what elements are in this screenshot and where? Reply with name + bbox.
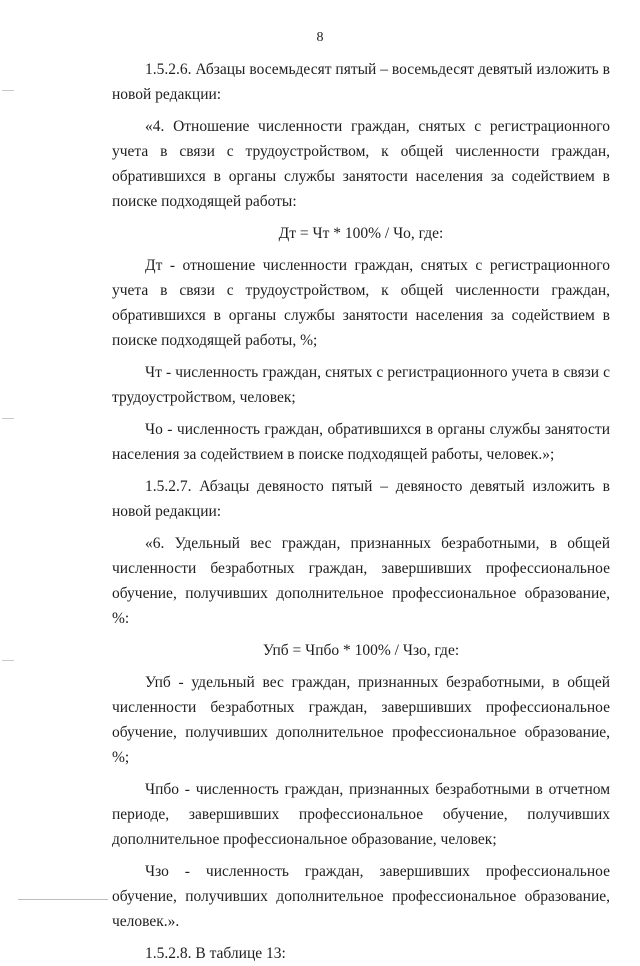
paragraph-1-5-2-8: 1.5.2.8. В таблице 13: bbox=[145, 945, 286, 962]
margin-mark bbox=[2, 418, 14, 419]
definition-cho: Чо - численность граждан, обратившихся в органы службы занятости населения за содействием в поиске подходящей работы, человек.»; bbox=[112, 421, 610, 463]
margin-mark bbox=[2, 90, 14, 91]
document-body bbox=[112, 57, 610, 966]
definition-chpbo: Чпбо - численность граждан, признанных безработными в отчетном периоде, завершивших профессиональное обучение, получивших дополнительное профессиональное образование, человек; bbox=[112, 781, 610, 848]
definition-chzo: Чзо - численность граждан, завершивших профессиональное обучение, получивших дополнительное профессиональное образование, человек.». bbox=[112, 863, 610, 930]
page-number: 8 bbox=[316, 30, 324, 45]
paragraph-1-5-2-7: 1.5.2.7. Абзацы девяносто пятый – девяносто девятый изложить в новой редакции: bbox=[112, 478, 610, 520]
paragraph-1-5-2-6: 1.5.2.6. Абзацы восемьдесят пятый – восемьдесят девятый изложить в новой редакции: bbox=[112, 61, 610, 103]
formula-dt: Дт = Чт * 100% / Чо, где: bbox=[278, 225, 444, 242]
definition-upb: Упб - удельный вес граждан, признанных безработными, в общей численности безработных граждан, завершивших профессиональное обучение, получивших дополнительное профессиональное образование, %; bbox=[112, 674, 610, 766]
definition-cht: Чт - численность граждан, снятых с регистрационного учета в связи с трудоустройством, человек; bbox=[112, 364, 610, 406]
footer-rule bbox=[18, 899, 108, 900]
paragraph-item-4: «4. Отношение численности граждан, снятых с регистрационного учета в связи с трудоустройством, к общей численности граждан, обратившихся в органы службы занятости населения за содействием в поиске подходящей работы: bbox=[112, 118, 610, 210]
margin-mark bbox=[2, 660, 14, 661]
definition-dt: Дт - отношение численности граждан, снятых с регистрационного учета в связи с трудоустройством, к общей численности граждан, обратившихся в органы службы занятости населения за содействием в поиске подходящей работы, %; bbox=[112, 257, 610, 349]
formula-upb: Упб = Чпбо * 100% / Чзо, где: bbox=[262, 642, 460, 659]
paragraph-item-6: «6. Удельный вес граждан, признанных безработными, в общей численности безработных граждан, завершивших профессиональное обучение, получивших дополнительное профессиональное образование, %: bbox=[112, 535, 610, 627]
